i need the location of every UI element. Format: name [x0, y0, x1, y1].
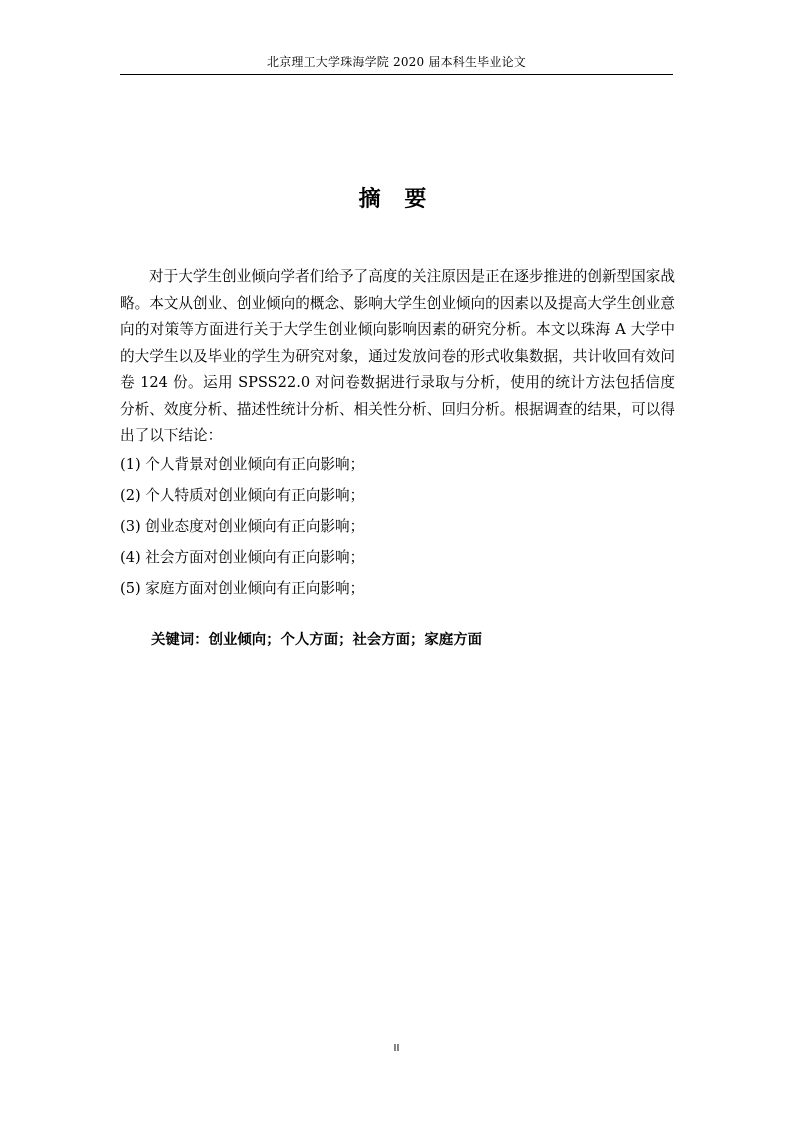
header-rule: [120, 74, 673, 75]
abstract-body: 对于大学生创业倾向学者们给予了高度的关注原因是正在逐步推进的创新型国家战略。本文从创业、创业倾向的概念、影响大学生创业倾向的因素以及提高大学生创业意向的对策等方面进行关于大学生创业倾向影响因素的研究分析。本文以珠海 A 大学中的大学生以及毕业的学生为研究对象，通过发放问卷的形式收集数据，共计收回有效问卷 124 份。运用 SPSS22.0 对问卷数据进行录取与分析，使用的统计方法包括信度分析、效度分析、描述性统计分析、相关性分析、回归分析。根据调查的结果，可以得出了以下结论：: [120, 268, 675, 444]
conclusion-item: (4) 社会方面对创业倾向有正向影响；: [120, 549, 365, 566]
abstract-heading: 摘 要: [358, 187, 435, 212]
conclusion-item: (3) 创业态度对创业倾向有正向影响；: [120, 518, 365, 535]
running-header: 北京理工大学珠海学院 2020 届本科生毕业论文: [267, 55, 526, 69]
conclusion-item: (5) 家庭方面对创业倾向有正向影响；: [120, 580, 365, 597]
conclusion-item: (2) 个人特质对创业倾向有正向影响；: [120, 487, 365, 504]
keywords-line: 关键词：创业倾向；个人方面；社会方面；家庭方面: [151, 632, 482, 648]
conclusion-item: (1) 个人背景对创业倾向有正向影响；: [120, 456, 365, 473]
conclusion-list: [120, 449, 675, 604]
page-number: II: [393, 1043, 400, 1054]
